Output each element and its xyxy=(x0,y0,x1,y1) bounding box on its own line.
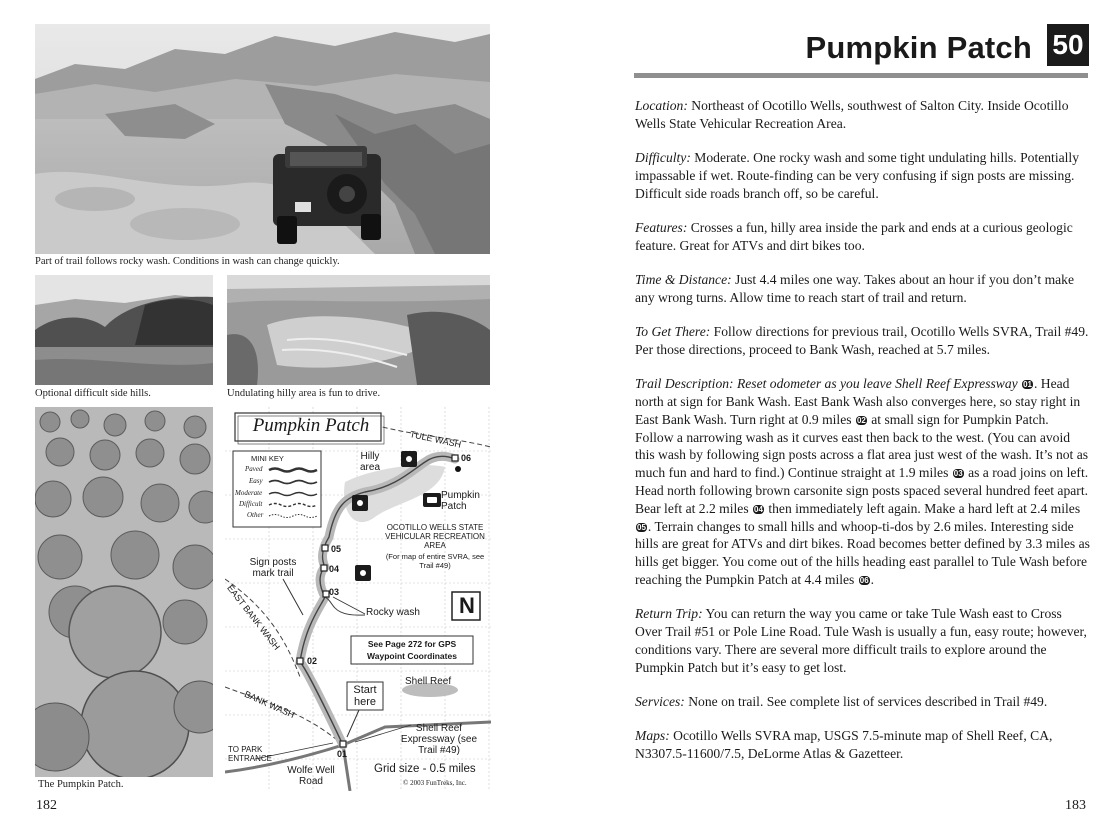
wolfe-well-road-label: Wolfe Well Road xyxy=(287,765,335,787)
waypoint-02-label: 02 xyxy=(307,656,318,666)
trail-description-text-5: . Terrain changes to small hills and whoop-ti-dos by 2.6 miles. Interesting side hills are great for ATVs and dirt bikes. Road becomes better defined by 3.3 miles as hills get bigger. You come out of the hills heading east parallel to Tule Wash before reaching the Pumpkin Patch at 4.4 miles xyxy=(635,518,1090,588)
left-page-number: 182 xyxy=(36,798,57,813)
waypoint-01-label: 01 xyxy=(337,749,348,759)
waypoint-06-label: 06 xyxy=(461,453,472,463)
mini-key-other: Other xyxy=(247,511,264,519)
time-distance-section xyxy=(635,271,1090,307)
to-get-there-section xyxy=(635,323,1090,359)
svra-label: OCOTILLO WELLS STATE VEHICULAR RECREATION AREA xyxy=(385,523,485,550)
trail-description-text xyxy=(635,97,1090,779)
pumpkin-patch-caption: The Pumpkin Patch. xyxy=(38,779,124,790)
mini-key-moderate: Moderate xyxy=(235,489,263,497)
to-get-there-text: Follow directions for previous trail, Ocotillo Wells SVRA, Trail #49. Per those directions, proceed to Bank Wash, reached at 5.7 miles. xyxy=(635,324,1089,357)
services-text: None on trail. See complete list of services described in Trail #49. xyxy=(684,694,1048,710)
waypoint-04-label: 04 xyxy=(329,564,340,574)
north-arrow: N xyxy=(459,593,475,618)
undulating-area-photo xyxy=(227,275,490,385)
return-trip-label: Return Trip: xyxy=(635,606,703,622)
waypoint-badge-06: 06 xyxy=(859,576,869,586)
difficulty-label: Difficulty: xyxy=(635,150,691,166)
page-title: Pumpkin Patch xyxy=(805,30,1032,65)
time-distance-label: Time & Distance: xyxy=(635,272,732,288)
pumpkin-patch-photo xyxy=(35,407,213,777)
trail-description-text-4: then immediately left again. Make a hard left at 2.4 miles xyxy=(764,500,1081,516)
waypoint-badge-02: 02 xyxy=(856,415,866,425)
side-hills-photo xyxy=(35,275,213,385)
hilly-area-label: Hilly area xyxy=(359,451,380,473)
gps-note-label: See Page 272 for GPS Waypoint Coordinates xyxy=(367,639,457,661)
services-section xyxy=(635,693,1090,711)
trail-description-label: Trail Description: xyxy=(635,376,734,392)
time-distance-text: Just 4.4 miles one way. Takes about an hour if you don’t make any wrong turns. Allow time to reach start of trail and return. xyxy=(635,272,1075,305)
title-rule xyxy=(634,73,1088,78)
waypoint-badge-01: 01 xyxy=(1023,380,1032,390)
trail-description-section xyxy=(635,375,1090,589)
undulating-area-caption: Undulating hilly area is fun to drive. xyxy=(227,388,381,399)
mini-key-easy: Easy xyxy=(249,477,263,485)
mini-key-paved: Paved xyxy=(245,465,263,473)
svra-note-label: (For map of entire SVRA, see Trail #49) xyxy=(385,552,485,570)
east-bank-wash-label: EAST BANK WASH xyxy=(225,583,282,652)
services-label: Services: xyxy=(635,694,685,710)
side-hills-caption: Optional difficult side hills. xyxy=(35,388,151,399)
return-trip-text: You can return the way you came or take Tule Wash east to Cross Over Trail #51 or Pole Line Road. Tule Wash is usually a fun, easy route; however, conditions vary. There are several more difficult trails to explore around the Pumpkin Patch but it’s easy to get lost. xyxy=(635,606,1087,675)
maps-text: Ocotillo Wells SVRA map, USGS 7.5-minute map of Shell Reef, CA, N3307.5-11600/7.5, DeLorme Atlas & Gazetteer. xyxy=(635,728,1053,762)
waypoint-badge-04: 04 xyxy=(754,504,763,514)
tule-wash-label: TULE WASH xyxy=(408,429,463,450)
waypoint-05-label: 05 xyxy=(331,544,342,554)
pumpkin-patch-label: Pumpkin Patch xyxy=(441,490,480,512)
rocky-wash-label: Rocky wash xyxy=(366,607,420,618)
location-label: Location: xyxy=(635,98,688,113)
waypoint-badge-05: 05 xyxy=(637,522,646,532)
grid-size-label: Grid size - 0.5 miles xyxy=(374,763,476,775)
rocky-wash-photo xyxy=(35,24,490,254)
shell-reef-label: Shell Reef xyxy=(405,676,452,687)
mini-key-difficult: Difficult xyxy=(239,500,263,508)
location-section xyxy=(635,97,1090,133)
maps-section xyxy=(635,727,1090,763)
trail-description-text-1: . Head north at sign for Bank Wash. East Bank Wash also converges here, so stay right in East Bank Wash. Turn right at 0.9 miles xyxy=(635,376,1081,427)
sign-posts-label: Sign posts mark trail xyxy=(249,557,297,579)
right-page-number: 183 xyxy=(1065,798,1086,813)
maps-label: Maps: xyxy=(635,728,670,744)
difficulty-text: Moderate. One rocky wash and some tight undulating hills. Potentially impassable if wet. Route-finding can be very confusing if sign posts are missing. Difficult side roads branch off, so be careful. xyxy=(635,150,1079,201)
features-text: Crosses a fun, hilly area inside the park and ends at a curious geologic feature. Great for ATVs and dirt bikes too. xyxy=(635,219,1073,253)
return-trip-section xyxy=(635,605,1090,676)
mini-key-heading: MINI KEY xyxy=(251,454,284,463)
start-here-label: Start here xyxy=(353,684,377,708)
trail-map xyxy=(225,407,491,791)
to-get-there-label: To Get There: xyxy=(635,324,711,340)
top-photo-caption: Part of trail follows rocky wash. Conditions in wash can change quickly. xyxy=(35,256,340,267)
map-copyright: © 2003 FunTreks, Inc. xyxy=(403,779,467,787)
trail-description-text-3: as a road joins on left. Head north following brown carsonite sign posts spaced several hundred feet apart. Bear left at 2.2 miles xyxy=(635,465,1089,516)
location-text: Northeast of Ocotillo Wells, southwest of Salton City. Inside Ocotillo Wells State Vehicular Recreation Area. xyxy=(635,98,1069,131)
trail-description-text-6: . xyxy=(870,572,875,588)
waypoint-03-label: 03 xyxy=(329,587,340,597)
expressway-label: Shell Reef Expressway (see Trail #49) xyxy=(400,723,478,756)
trail-description-text-2: at small sign for Pumpkin Patch. Follow a narrowing wash as it curves east then back to the west. (You can avoid this wash by following sign posts across a flat area just west of the wash. It’s not as much fun and hard to find.) Continue straight at 1.9 miles xyxy=(635,411,1089,481)
park-entrance-label: TO PARK ENTRANCE xyxy=(228,745,273,763)
difficulty-section xyxy=(635,149,1090,202)
bank-wash-label: BANK WASH xyxy=(242,689,297,720)
trail-number-badge: 50 xyxy=(1047,24,1089,66)
waypoint-badge-03: 03 xyxy=(953,469,963,479)
features-label: Features: xyxy=(635,219,688,235)
odometer-note: Reset odometer as you leave Shell Reef Expressway xyxy=(733,376,1022,392)
features-section xyxy=(635,219,1090,255)
map-title: Pumpkin Patch xyxy=(252,415,370,436)
